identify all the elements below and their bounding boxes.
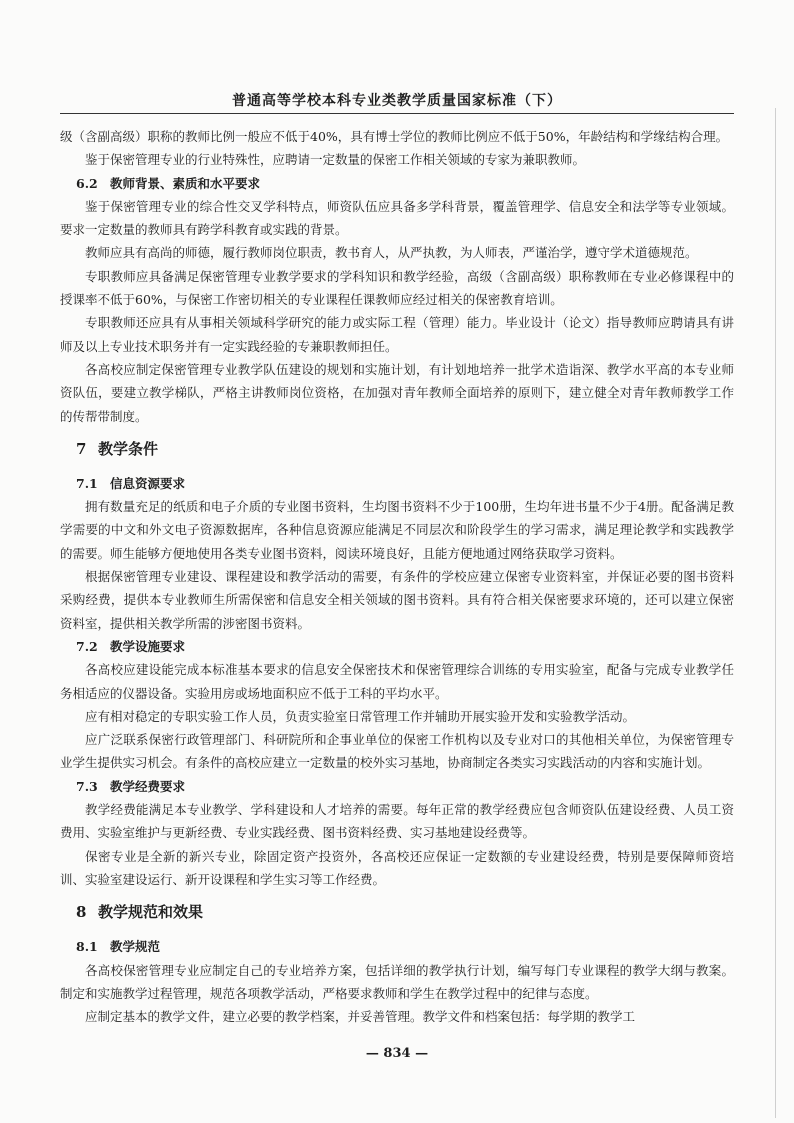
header-rule [60, 113, 734, 114]
paragraph: 教师应具有高尚的师德，履行教师岗位职责，教书育人，从严执教，为人师表，严谨治学，遵守学术道德规范。 [85, 245, 698, 261]
paragraph: 根据保密管理专业建设、课程建设和教学活动的需要，有条件的学校应建立保密专业资料室，并保证必要的图书资料采购经费，提供本专业教师生所需保密和信息安全相关领域的图书资料。具有符合相关保密要求环境的，还可以建立保密资料室，提供相关教学所需的涉密图书资料。 [60, 569, 734, 631]
section-title: 信息资源要求 [110, 475, 186, 491]
scan-edge-line [775, 108, 776, 1118]
chapter-number: 7 [76, 439, 87, 458]
chapter-title: 教学规范和效果 [98, 903, 204, 922]
section-title: 教学经费要求 [110, 778, 186, 794]
section-title: 教学规范 [110, 939, 161, 955]
paragraph: 各高校应制定保密管理专业教学队伍建设的规划和实施计划，有计划地培养一批学术造诣深、教学水平高的本专业师资队伍，要建立教学梯队，严格主讲教师岗位资格，在加强对青年教师全面培养的原则下，建立健全对青年教师教学工作的传帮带制度。 [60, 361, 734, 424]
chapter-number: 8 [76, 903, 87, 922]
paragraph: 保密专业是全新的新兴专业，除固定资产投资外，各高校还应保证一定数额的专业建设经费，特别是要保障师资培训、实验室建设运行、新开设课程和学生实习等工作经费。 [60, 848, 734, 887]
paragraph: 教学经费能满足本专业教学、学科建设和人才培养的需要。每年正常的教学经费应包含师资队伍建设经费、人员工资费用、实验室维护与更新经费、专业实践经费、图书资料经费、实习基地建设经费等。 [60, 802, 734, 841]
paragraph: 各高校保密管理专业应制定自己的专业培养方案，包括详细的教学执行计划，编写每门专业课程的教学大纲与教案。制定和实施教学过程管理，规范各项教学活动，严格要求教师和学生在教学过程中的纪律与态度。 [60, 962, 734, 1001]
section-number: 7.1 [76, 475, 98, 491]
section-heading-7-1 [60, 472, 734, 495]
section-number: 8.1 [76, 939, 98, 955]
paragraph: 各高校应建设能完成本标准基本要求的信息安全保密技术和保密管理综合训练的专用实验室，配备与完成专业教学任务相适应的仪器设备。实验用房或场地面积应不低于工科的平均水平。 [60, 662, 734, 701]
paragraph: 拥有数量充足的纸质和电子介质的专业图书资料，生均图书资料不少于100册，生均年进书量不少于4册。配备满足教学需要的中文和外文电子资源数据库，各种信息资源应能满足不同层次和阶段学生的学习需求，满足理论教学和实践教学的需要。师生能够方便地使用各类专业图书资料，阅读环境良好，且能方便地通过网络获取学习资料。 [60, 499, 734, 561]
running-header: 普通高等学校本科专业类教学质量国家标准（下） [232, 93, 562, 109]
paragraph: 级（含副高级）职称的教师比例一般应不低于40%，具有博士学位的教师比例应不低于50%，年龄结构和学缘结构合理。 [60, 129, 729, 144]
section-title: 教学设施要求 [110, 638, 186, 654]
paragraph: 应制定基本的教学文件，建立必要的教学档案，并妥善管理。教学文件和档案包括：每学期的教学工 [85, 1009, 636, 1025]
page-number: — 834 — [365, 1046, 429, 1061]
section-number: 7.2 [76, 638, 98, 654]
chapter-heading-8 [60, 901, 734, 923]
paragraph: 专职教师应具备满足保密管理专业教学要求的学科知识和教学经验，高级（含副高级）职称教师在专业必修课程中的授课率不低于60%，与保密工作密切相关的专业课程任课教师应经过相关的保密教育培训。 [60, 268, 734, 308]
paragraph: 应广泛联系保密行政管理部门、科研院所和企事业单位的保密工作机构以及专业对口的其他相关单位，为保密管理专业学生提供实习机会。有条件的高校应建立一定数量的校外实习基地，协商制定各类实习实践活动的内容和实施计划。 [60, 732, 734, 771]
section-title: 教师背景、素质和水平要求 [110, 175, 261, 191]
paragraph: 鉴于保密管理专业的行业特殊性，应聘请一定数量的保密工作相关领域的专家为兼职教师。 [85, 152, 586, 168]
section-number: 6.2 [76, 175, 98, 191]
page-body [60, 125, 734, 1028]
chapter-title: 教学条件 [98, 439, 159, 458]
paragraph: 专职教师还应具有从事相关领域科学研究的能力或实际工程（管理）能力。毕业设计（论文）指导教师应聘请具有讲师及以上专业技术职务并有一定实践经验的专兼职教师担任。 [60, 315, 734, 354]
section-heading-7-3 [60, 775, 734, 798]
paragraph: 应有相对稳定的专职实验工作人员，负责实验室日常管理工作并辅助开展实验开发和实验教学活动。 [85, 708, 636, 724]
section-heading-7-2 [60, 635, 734, 658]
section-heading-8-1 [60, 935, 734, 958]
section-number: 7.3 [76, 778, 98, 794]
chapter-heading-7 [60, 438, 734, 460]
paragraph: 鉴于保密管理专业的综合性交叉学科特点，师资队伍应具备多学科背景，覆盖管理学、信息安全和法学等专业领域。要求一定数量的教师具有跨学科教育或实践的背景。 [60, 198, 734, 238]
section-heading-6-2 [60, 172, 734, 195]
